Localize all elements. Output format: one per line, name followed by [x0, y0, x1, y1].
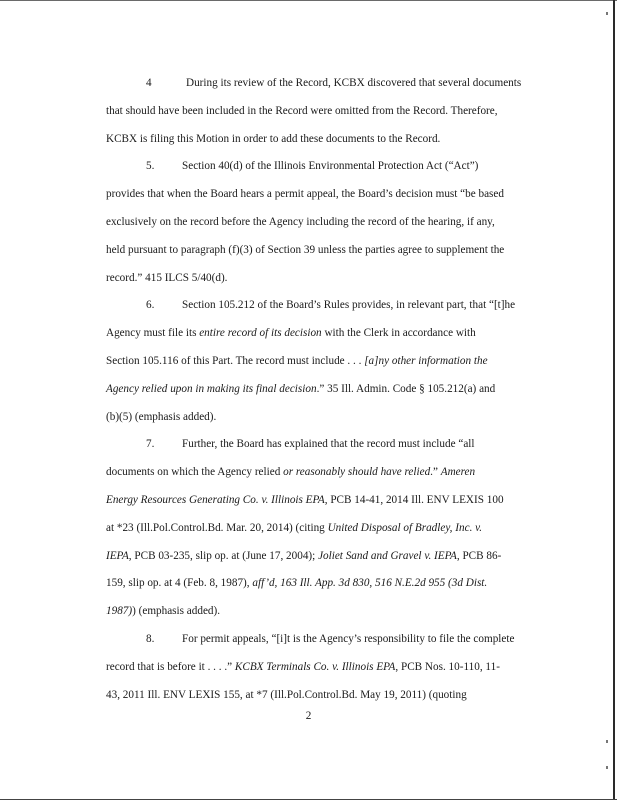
page-number: 2	[305, 710, 312, 722]
text-run: , PCB 14-41, 2014 Ill. ENV LEXIS 100	[324, 493, 504, 506]
text-run: .” 35 Ill. Admin. Code § 105.212(a) and	[316, 382, 496, 395]
paragraph-line: record.” 415 ILCS 5/40(d).	[106, 271, 228, 284]
text-run: record that is before it . . . .”	[106, 660, 235, 673]
emphasis-run: Agency relied upon in making its final decision	[106, 382, 317, 395]
paragraph-line	[106, 431, 546, 459]
paragraph-line: 43, 2011 Ill. ENV LEXIS 155, at *7 (Ill.Pol.Control.Bd. May 19, 2011) (quoting	[106, 688, 467, 701]
paragraph-number: 6.	[146, 299, 155, 312]
paragraph-5	[106, 153, 546, 292]
text-run: Section 40(d) of the Illinois Environmental Protection Act (“Act”)	[182, 160, 479, 173]
paragraph-line	[106, 515, 546, 543]
text-run: , PCB 86-	[456, 549, 502, 562]
case-name: United Disposal of Bradley, Inc. v.	[327, 521, 483, 534]
paragraph-line: exclusively on the record before the Agency including the record of the hearing, if any,	[106, 215, 495, 228]
text-run: Section 105.116 of this Part. The record must include . . .	[106, 354, 365, 367]
text-run: ) (emphasis added).	[132, 605, 221, 618]
scan-edge-right	[613, 0, 615, 800]
paragraph-line	[106, 376, 546, 404]
paragraph-line: (b)(5) (emphasis added).	[106, 410, 217, 423]
paragraph-line	[106, 320, 546, 348]
text-run: at *23 (Ill.Pol.Control.Bd. Mar. 20, 2014) (citing	[106, 521, 328, 534]
paragraph-7	[106, 431, 546, 626]
text-run: During its review of the Record, KCBX discovered that several documents	[186, 77, 522, 89]
paragraph-line	[106, 626, 546, 654]
text-run: Section 105.212 of the Board’s Rules provides, in relevant part, that “[t]he	[182, 299, 516, 312]
paragraph-line: held pursuant to paragraph (f)(3) of Section 39 unless the parties agree to supplement the	[106, 243, 505, 256]
paragraph-line: KCBX is filing this Motion in order to add these documents to the Record.	[106, 132, 441, 145]
paragraph-4	[106, 70, 546, 153]
paragraph-line	[106, 292, 546, 320]
paragraph-line: provides that when the Board hears a permit appeal, the Board’s decision must “be based	[106, 188, 504, 201]
scan-edge-top	[0, 0, 617, 1]
case-citation: 1987)	[106, 605, 133, 618]
paragraph-line	[106, 70, 546, 98]
scan-speck	[606, 740, 608, 743]
paragraph-line	[106, 598, 546, 626]
text-run: Further, the Board has explained that the record must include “all	[182, 438, 475, 451]
text-run: 159, slip op. at 4 (Feb. 8, 1987),	[106, 577, 253, 590]
paragraph-line	[106, 459, 546, 487]
text-run: with the Clerk in accordance with	[321, 327, 476, 340]
case-citation: aff’d, 163 Ill. App. 3d 830, 516 N.E.2d 955 (3d Dist.	[252, 577, 488, 590]
scan-speck	[606, 766, 608, 769]
paragraph-number: 4	[146, 77, 152, 89]
paragraph-number: 7.	[146, 438, 155, 451]
case-name: Joliet Sand and Gravel v. IEPA	[318, 549, 457, 562]
paragraph-8	[106, 626, 546, 709]
case-name: IEPA	[106, 549, 129, 562]
paragraph-line	[106, 543, 546, 571]
text-run: , PCB 03-235, slip op. at (June 17, 2004);	[128, 549, 319, 562]
scan-speck	[606, 12, 608, 15]
case-name: KCBX Terminals Co. v. Illinois EPA	[234, 660, 396, 673]
document-body	[106, 70, 546, 709]
case-name: Energy Resources Generating Co. v. Illinois EPA	[106, 493, 325, 506]
emphasis-run: or reasonably should have relied	[283, 466, 431, 479]
paragraph-line	[106, 153, 546, 181]
text-run: .”	[430, 466, 441, 479]
text-run: For permit appeals, “[i]t is the Agency’s responsibility to file the complete	[182, 632, 515, 645]
text-run: documents on which the Agency relied	[106, 466, 284, 479]
case-name: Ameren	[440, 466, 476, 479]
paragraph-line: that should have been included in the Record were omitted from the Record. Therefore,	[106, 104, 498, 117]
paragraph-6	[106, 292, 546, 431]
paragraph-number: 8.	[146, 632, 155, 645]
paragraph-number: 5.	[146, 160, 155, 173]
emphasis-run: [a]ny other information the	[364, 354, 488, 367]
text-run: Agency must file its	[106, 327, 200, 340]
text-run: , PCB Nos. 10-110, 11-	[395, 660, 500, 673]
paragraph-line	[106, 654, 546, 682]
emphasis-run: entire record of its decision	[199, 327, 322, 340]
paragraph-line	[106, 487, 546, 515]
paragraph-line	[106, 348, 546, 376]
paragraph-line	[106, 570, 546, 598]
